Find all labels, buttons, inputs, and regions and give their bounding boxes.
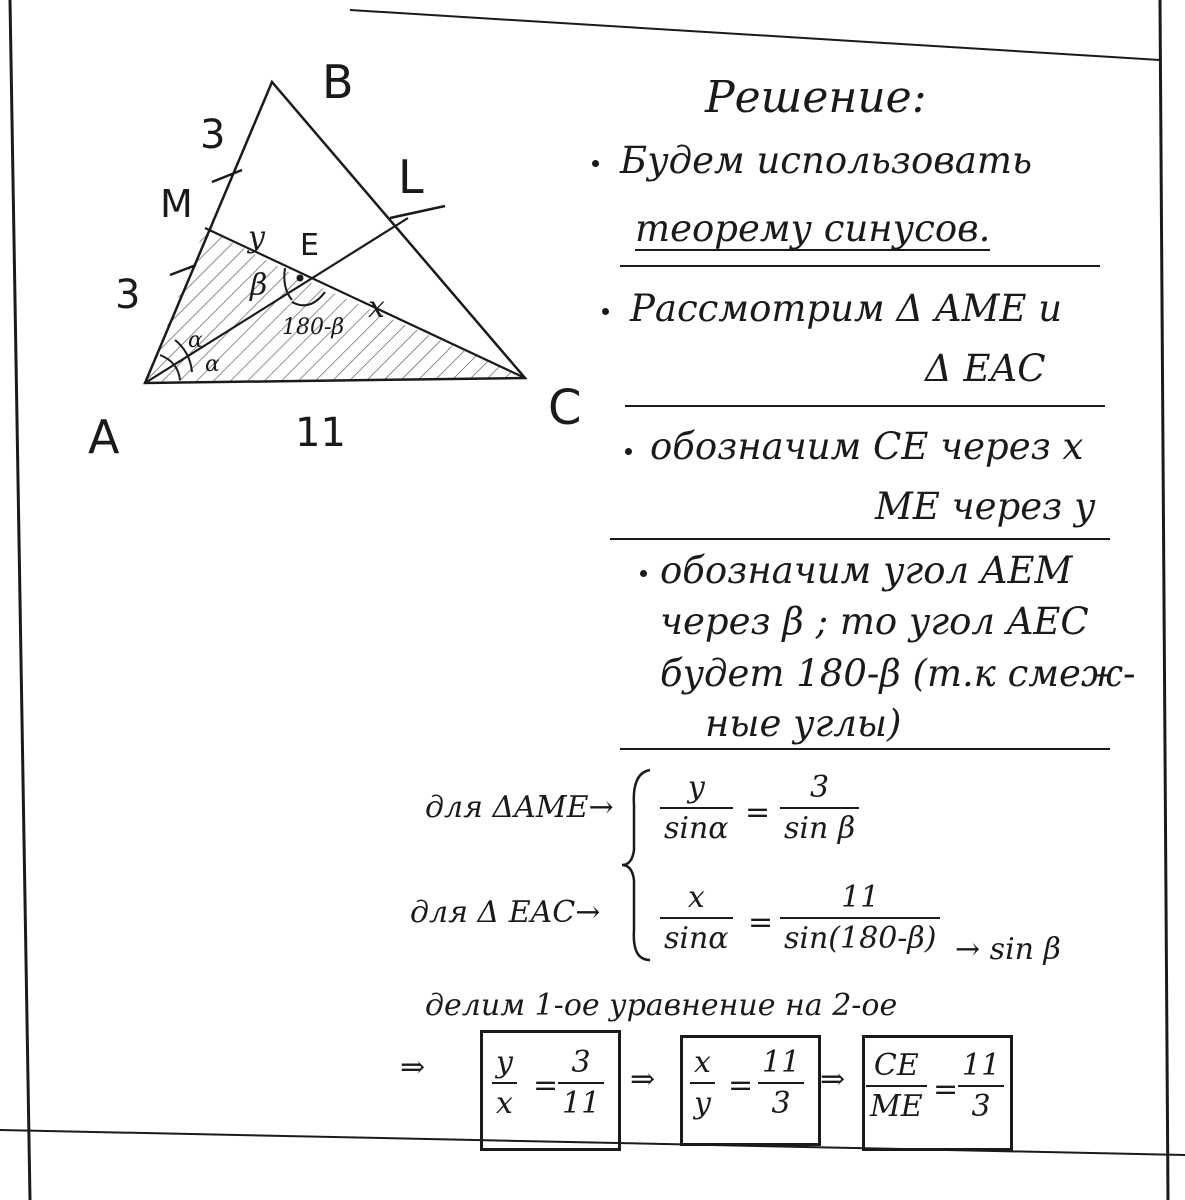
divider-3 (610, 538, 1110, 540)
bullet-4-line-1: обозначим угол AEM (660, 549, 1073, 592)
eq2-right-fraction: 11 sin(180-β) (780, 880, 940, 956)
result-3-left-fraction: CE ME (866, 1048, 927, 1124)
vertex-a-label: A (88, 410, 120, 464)
system-label-2: для Δ EAC→ (410, 895, 601, 930)
implies-arrow-3: ⇒ (820, 1062, 846, 1097)
result-2-left-fraction: x y (690, 1045, 715, 1121)
bullet-4-line-3: будет 180-β (т.к смеж- (660, 652, 1136, 695)
result-1-equals: = (533, 1068, 559, 1103)
bullet-1-line-2: теорему синусов. (635, 207, 991, 250)
bullet-3-line-2: ME через y (875, 485, 1095, 528)
system-brace (620, 765, 660, 965)
result-3-equals: = (933, 1072, 959, 1107)
point-e-label: E (300, 228, 319, 263)
bullet-1-line-1: Будем использовать (620, 139, 1033, 182)
bullet-2 (602, 308, 609, 315)
x-label: x (368, 290, 385, 325)
sin-beta-note: → sin β (955, 932, 1061, 967)
bullet-1 (592, 160, 599, 167)
alpha-label-2: α (205, 352, 220, 377)
eq2-left-fraction: x sinα (660, 880, 733, 956)
y-label: y (248, 220, 265, 255)
bullet-2-line-2: Δ EAC (925, 347, 1046, 390)
eq1-left-fraction: y sinα (660, 770, 733, 846)
result-2-equals: = (728, 1068, 754, 1103)
side-ac-label: 11 (295, 410, 346, 456)
bullet-4 (640, 570, 647, 577)
bullet-3-line-1: обозначим CE через x (650, 425, 1084, 468)
segment-bm-label: 3 (200, 112, 226, 158)
segment-ma-label: 3 (115, 272, 141, 318)
result-1-right-fraction: 3 11 (558, 1045, 604, 1121)
vertex-b-label: B (322, 55, 354, 109)
vertex-c-label: C (548, 380, 582, 436)
eq1-equals: = (745, 795, 771, 830)
point-m-label: M (160, 182, 193, 226)
solution-heading: Решение: (705, 72, 927, 123)
angle-aec-label: 180-β (282, 315, 345, 340)
divide-note: делим 1-ое уравнение на 2-ое (425, 988, 898, 1023)
bullet-3 (625, 448, 632, 455)
result-3-right-fraction: 11 3 (958, 1048, 1004, 1124)
bullet-2-line-1: Рассмотрим Δ AME и (630, 287, 1063, 330)
implies-arrow-2: ⇒ (630, 1062, 656, 1097)
implies-arrow: ⇒ (400, 1050, 426, 1085)
eq2-equals: = (748, 905, 774, 940)
bullet-4-line-2: через β ; то угол AEC (660, 600, 1089, 643)
result-2-right-fraction: 11 3 (758, 1045, 804, 1121)
divider-1 (620, 265, 1100, 267)
alpha-label-1: α (188, 328, 203, 353)
result-1-left-fraction: y x (492, 1045, 517, 1121)
bullet-4-line-4: ные углы) (705, 702, 902, 745)
eq1-right-fraction: 3 sin β (780, 770, 859, 846)
system-label-1: для ΔAME→ (425, 790, 614, 825)
divider-2 (625, 405, 1105, 407)
divider-4 (620, 748, 1110, 750)
beta-label: β (250, 268, 268, 303)
point-l-label: L (398, 150, 424, 204)
